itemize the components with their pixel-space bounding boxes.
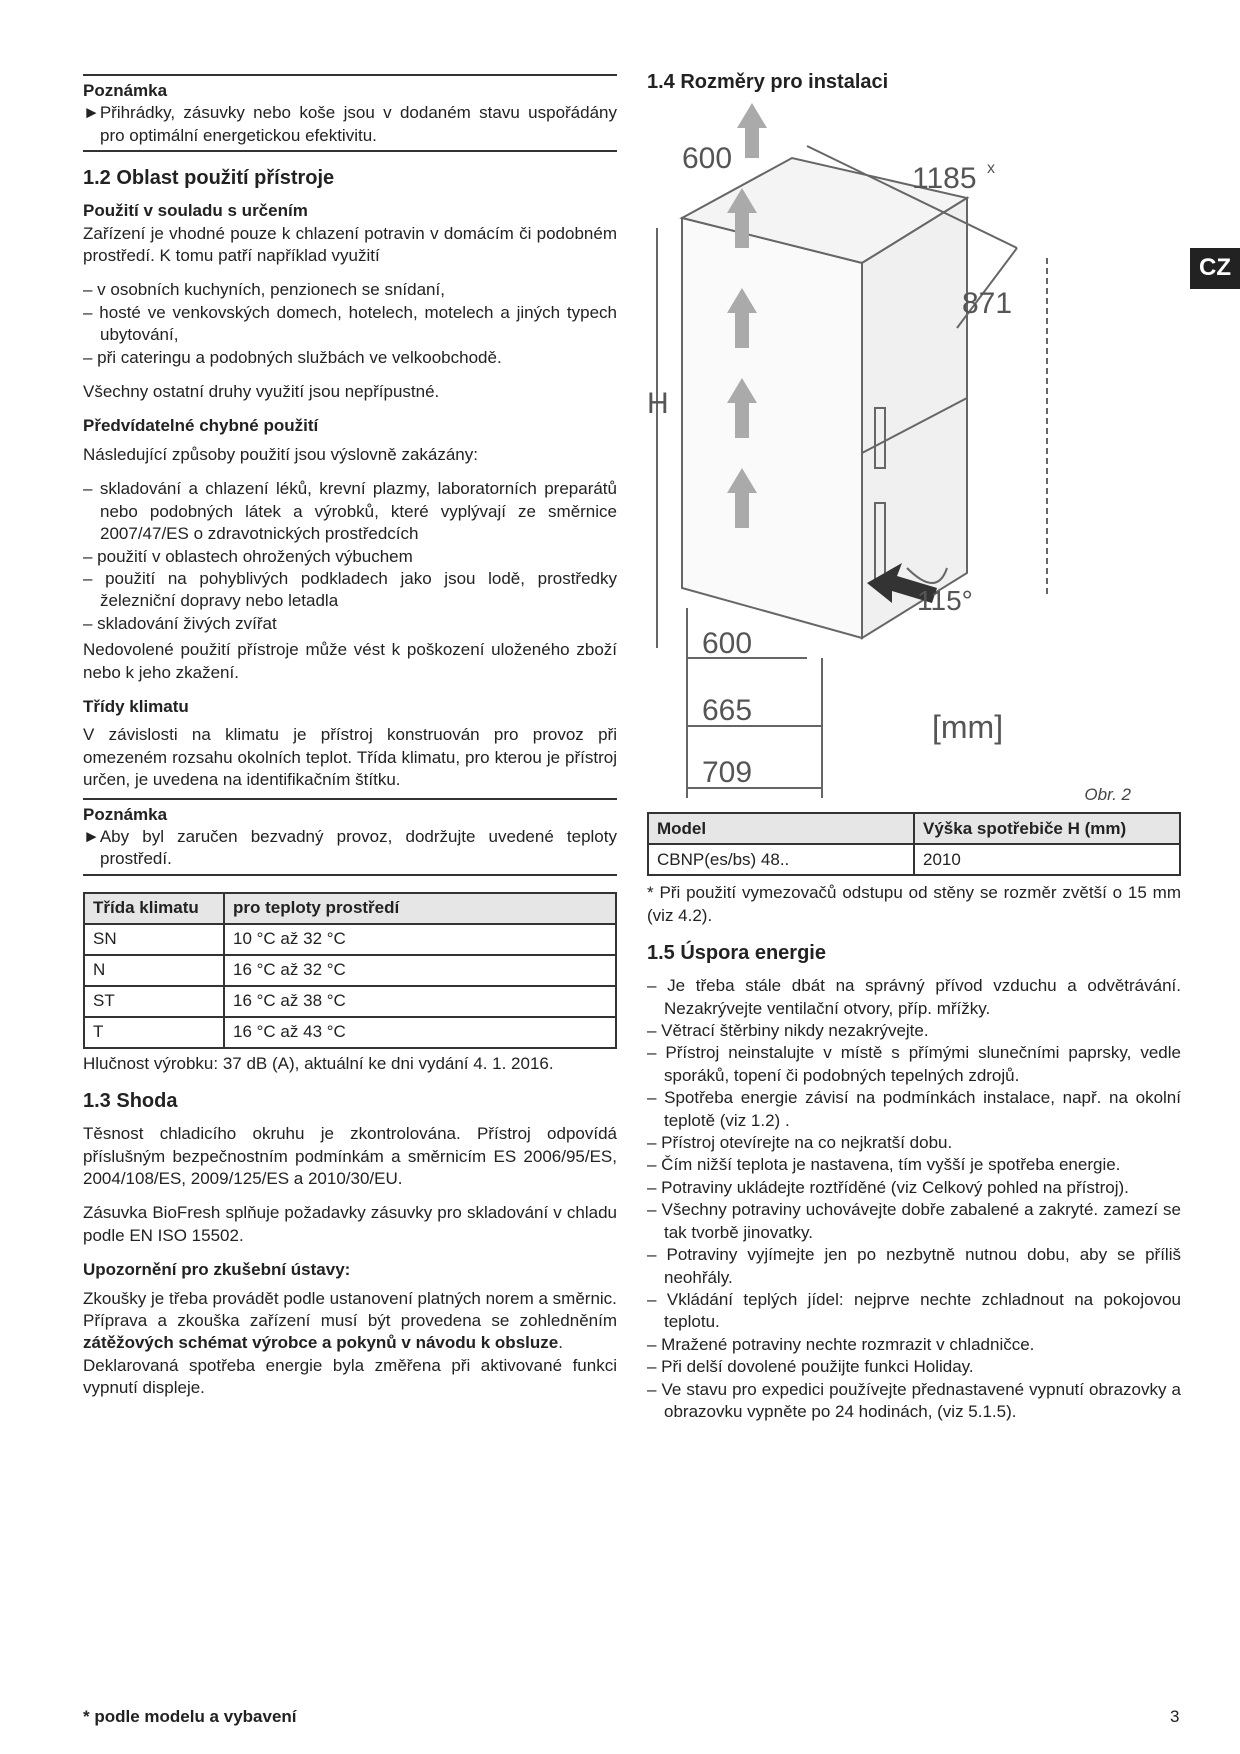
note-text: ►Přihrádky, zásuvky nebo koše jsou v dodaném stavu uspořádány pro optimální energetickou efektivitu. bbox=[83, 103, 617, 145]
language-tab: CZ bbox=[1190, 248, 1240, 289]
table-header: pro teploty prostředí bbox=[224, 893, 616, 924]
paragraph bbox=[83, 1310, 617, 1355]
text: . bbox=[558, 1333, 563, 1353]
subheading: Předvídatelné chybné použití bbox=[83, 416, 319, 436]
unit-label: [mm] bbox=[932, 709, 1004, 745]
paragraph: Všechny ostatní druhy využití jsou nepřípustné. bbox=[83, 382, 440, 402]
cell: 10 °C až 32 °C bbox=[224, 924, 616, 955]
note-title: Poznámka bbox=[83, 804, 168, 824]
note-title: Poznámka bbox=[83, 81, 168, 100]
list-item: – Přístroj neinstalujte v místě s přímými slunečními paprsky, vedle sporáků, topení či podobných tepelných zdrojů. bbox=[647, 1043, 1181, 1085]
table-header: Model bbox=[648, 813, 914, 844]
dim-871: 871 bbox=[962, 287, 1013, 320]
section-heading: 1.4 Rozměry pro instalaci bbox=[647, 71, 889, 93]
list-item: – Při delší dovolené použijte funkci Holiday. bbox=[647, 1357, 974, 1377]
subheading: Použití v souladu s určením bbox=[83, 201, 308, 221]
list-item: – Mražené potraviny nechte rozmrazit v chladničce. bbox=[647, 1334, 1035, 1354]
paragraph: Deklarovaná spotřeba energie byla změřena při aktivované funkci vypnutí displeje. bbox=[83, 1355, 617, 1398]
list-item: – skladování živých zvířat bbox=[83, 613, 277, 633]
paragraph: Následující způsoby použití jsou výslovně zakázány: bbox=[83, 444, 478, 464]
list-item: – Spotřeba energie závisí na podmínkách instalace, např. na okolní teplotě (viz 1.2) . bbox=[647, 1088, 1181, 1130]
footnote: * Při použití vymezovačů odstupu od stěny se rozměr zvětší o 15 mm (viz 4.2). bbox=[647, 883, 1181, 925]
paragraph: Zařízení je vhodné pouze k chlazení potravin v domácím či podobném prostředí. K tomu patří například využití bbox=[83, 223, 617, 266]
cell: 16 °C až 32 °C bbox=[224, 955, 616, 986]
list-item: – Přístroj otevírejte na co nejkratší dobu. bbox=[647, 1133, 953, 1153]
cell: ST bbox=[84, 986, 224, 1017]
cell: N bbox=[84, 955, 224, 986]
dim-h: H bbox=[647, 387, 669, 420]
list-item: – Je třeba stále dbát na správný přívod vzduchu a odvětrávání. Nezakrývejte ventilační otvory, příp. mřížky. bbox=[647, 976, 1181, 1018]
table-row bbox=[648, 844, 1180, 875]
text: Příprava a zkouška zařízení musí být provedena se zohledněním bbox=[83, 1311, 617, 1331]
cell: CBNP(es/bs) 48.. bbox=[648, 844, 914, 875]
footer-note: * podle modelu a vybavení bbox=[83, 1707, 297, 1726]
subheading: Třídy klimatu bbox=[83, 696, 189, 716]
list-item: – Všechny potraviny uchovávejte dobře zabalené a zakryté. zamezí se tak tvorbě jinovatky. bbox=[647, 1200, 1181, 1242]
section-heading: 1.5 Úspora energie bbox=[647, 942, 826, 965]
list-item: – Potraviny vyjímejte jen po nezbytně nutnou dobu, aby se příliš neohřály. bbox=[647, 1245, 1181, 1287]
dim-angle: 115° bbox=[917, 585, 973, 616]
cell: 16 °C až 43 °C bbox=[224, 1017, 616, 1048]
note-text: ►Aby byl zaručen bezvadný provoz, dodržujte uvedené teploty prostředí. bbox=[83, 826, 617, 869]
cell: SN bbox=[84, 924, 224, 955]
dim-600x: 600 bbox=[702, 627, 753, 660]
list-item: – použití v oblastech ohrožených výbuchem bbox=[83, 546, 413, 566]
right-column bbox=[647, 71, 1181, 1423]
cell: T bbox=[84, 1017, 224, 1048]
list-item: – při cateringu a podobných službách ve velkoobchodě. bbox=[83, 347, 502, 367]
list-item: – Vkládání teplých jídel: nejprve nechte zchladnout na pokojovou teplotu. bbox=[647, 1289, 1181, 1332]
dim-600: 600 bbox=[682, 142, 733, 175]
noise-info: Hlučnost výrobku: 37 dB (A), aktuální ke dni vydání 4. 1. 2016. bbox=[83, 1053, 554, 1073]
note-box bbox=[83, 74, 617, 152]
dim-665x: 665 bbox=[702, 694, 753, 727]
left-column bbox=[83, 74, 617, 1400]
cell: 16 °C až 38 °C bbox=[224, 986, 616, 1017]
list-item: – v osobních kuchyních, penzionech se snídaní, bbox=[83, 280, 445, 300]
dim-709x: 709 bbox=[702, 756, 753, 789]
bold-text: zátěžových schémat výrobce a pokynů v návodu k obsluze bbox=[83, 1333, 559, 1353]
list-item: – Potraviny ukládejte roztříděné (viz Celkový pohled na přístroj). bbox=[647, 1177, 1129, 1197]
climate-table bbox=[83, 892, 617, 1049]
table-row bbox=[84, 986, 616, 1017]
list-item: – skladování a chlazení léků, krevní plazmy, laboratorních preparátů nebo podobných látek a výrobků, které vyplývají ze směrnice 2007/47/ES o zdravotnických prostředcích bbox=[83, 479, 617, 544]
section-heading: 1.2 Oblast použití přístroje bbox=[83, 167, 335, 190]
note-box bbox=[83, 798, 617, 876]
list-item: – Větrací štěrbiny nikdy nezakrývejte. bbox=[647, 1021, 929, 1041]
usage-list bbox=[83, 279, 617, 369]
table-header: Výška spotřebiče H (mm) bbox=[914, 813, 1180, 844]
paragraph: Zásuvka BioFresh splňuje požadavky zásuvky pro skladování v chladu podle EN ISO 15502. bbox=[83, 1203, 617, 1245]
energy-list bbox=[647, 975, 1181, 1423]
model-table bbox=[647, 812, 1181, 876]
table-header: Třída klimatu bbox=[84, 893, 224, 924]
list-item: – Čím nižší teplota je nastavena, tím vyšší je spotřeba energie. bbox=[647, 1155, 1121, 1175]
fridge-front bbox=[862, 198, 967, 638]
subheading: Upozornění pro zkušební ústavy: bbox=[83, 1260, 351, 1280]
paragraph: Nedovolené použití přístroje může vést k poškození uloženého zboží nebo k jeho zkažení. bbox=[83, 640, 617, 682]
paragraph: Zkoušky je třeba provádět podle ustanovení platných norem a směrnic. bbox=[83, 1288, 617, 1308]
paragraph: Těsnost chladicího okruhu je zkontrolována. Přístroj odpovídá příslušným bezpečnostním podmínkám a směrnicím ES 2006/95/ES, 2004/108/ES, 2009/125/ES a 2010/30/EU. bbox=[83, 1124, 617, 1188]
section-heading: 1.3 Shoda bbox=[83, 1090, 178, 1113]
cell: 2010 bbox=[914, 844, 1180, 875]
dimension-diagram bbox=[647, 98, 1181, 798]
dim-1185: 1185 bbox=[912, 162, 977, 195]
figure-caption: Obr. 2 bbox=[1084, 785, 1131, 804]
table-row bbox=[84, 955, 616, 986]
dim-x: x bbox=[987, 160, 995, 177]
paragraph: V závislosti na klimatu je přístroj konstruován pro provoz při omezeném rozsahu okolních teplot. Třída klimatu, pro kterou je přístroj určen, je uvedena na identifikačním štítku. bbox=[83, 725, 617, 790]
list-item: – použití na pohyblivých podkladech jako jsou lodě, prostředky železniční dopravy nebo letadla bbox=[83, 568, 617, 611]
list-item: – hosté ve venkovských domech, hotelech, motelech a jiných typech ubytování, bbox=[83, 302, 617, 345]
table-row bbox=[84, 924, 616, 955]
page-number: 3 bbox=[1170, 1707, 1180, 1726]
misuse-list bbox=[83, 478, 617, 635]
fridge-side bbox=[682, 218, 862, 638]
table-row bbox=[84, 1017, 616, 1048]
list-item: – Ve stavu pro expedici používejte přednastavené vypnutí obrazovky a obrazovku vypněte po 24 hodinách, (viz 5.1.5). bbox=[647, 1379, 1181, 1421]
